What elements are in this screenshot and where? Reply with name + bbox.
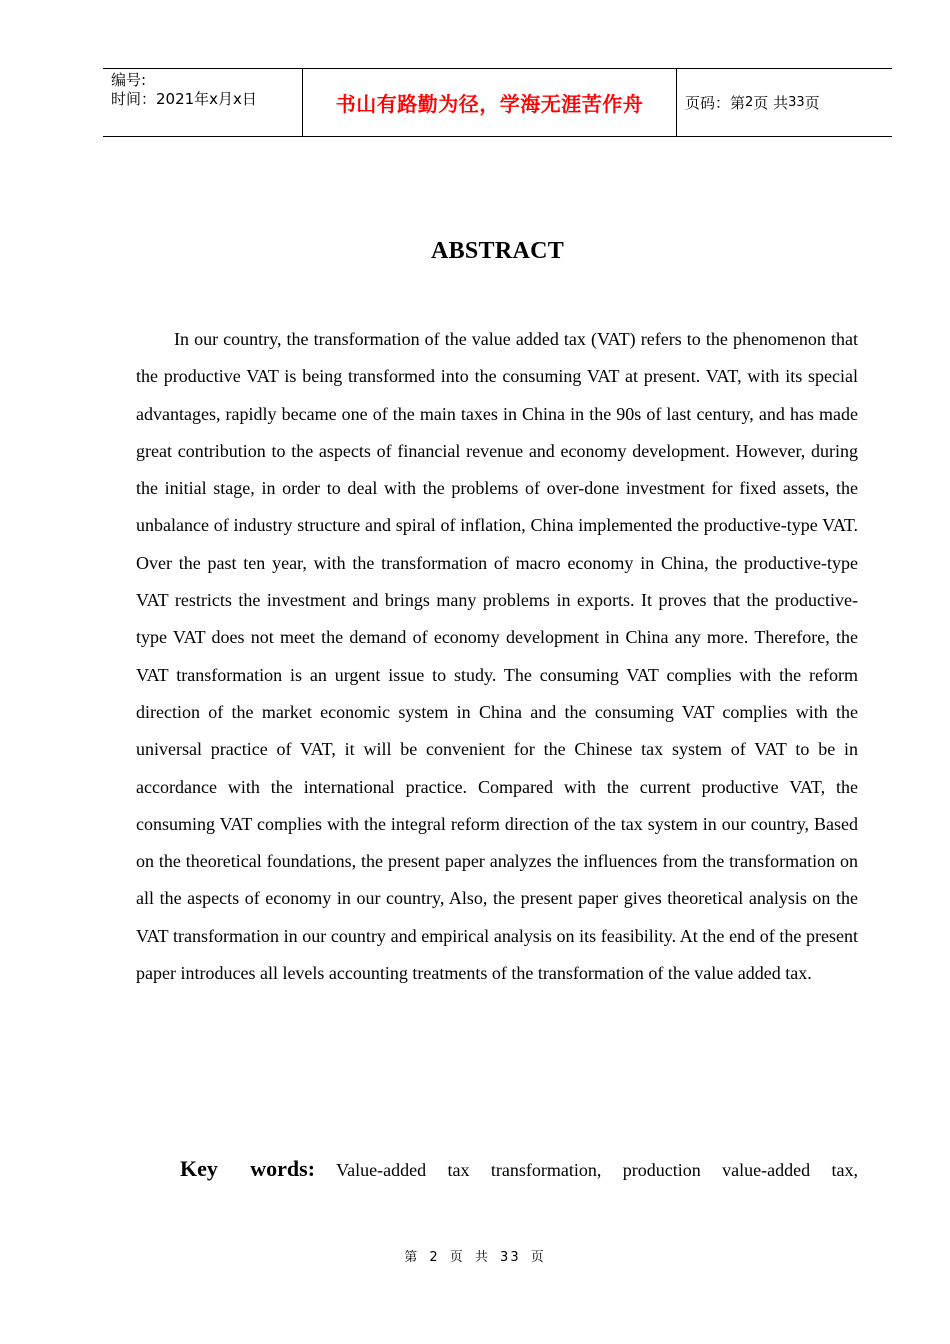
keywords-text: Value-added tax transformation, production value-added tax, xyxy=(336,1160,858,1180)
abstract-paragraph: In our country, the transformation of the value added tax (VAT) refers to the phenomenon that the productive VAT is being transformed into the consuming VAT at present. VAT, with its special advantages, rapidly became one of the main taxes in China in the 90s of last century, and has made great contribution to the aspects of financial revenue and economy development. However, during the initial stage, in order to deal with the problems of over-done investment for fixed assets, the unbalance of industry structure and spiral of inflation, China implemented the productive-type VAT. Over the past ten year, with the transformation of macro economy in China, the productive-type VAT restricts the investment and brings many problems in exports. It proves that the productive-type VAT does not meet the demand of economy development in China any more. Therefore, the VAT transformation is an urgent issue to study. The consuming VAT complies with the reform direction of the market economic system in China and the consuming VAT complies with the universal practice of VAT, it will be convenient for the Chinese tax system of VAT to be in accordance with the international practice. Compared with the current productive VAT, the consuming VAT complies with the integral reform direction of the tax system in our country, Based on the theoretical foundations, the present paper analyzes the influences from the transformation on all the aspects of economy in our country, Also, the present paper gives theoretical analysis on the VAT transformation in our country and empirical analysis on its feasibility. At the end of the present paper introduces all levels accounting treatments of the transformation of the value added tax. xyxy=(136,329,858,984)
header-page-cell xyxy=(677,69,892,136)
header-motto-cell xyxy=(303,69,677,136)
page-current: 2 xyxy=(745,95,754,110)
keywords-line xyxy=(180,1150,858,1189)
document-header xyxy=(103,68,892,137)
serial-number-label: 编号: xyxy=(111,71,147,89)
header-meta-cell xyxy=(103,69,303,136)
keywords-label: Key words: xyxy=(180,1156,316,1181)
motto-text: 书山有路勤为径，学海无涯苦作舟 xyxy=(335,92,644,116)
page-footer: 第 2 页 共 33 页 xyxy=(404,1250,546,1265)
page-total: 33 xyxy=(788,95,805,110)
page-prefix: 页码：第 xyxy=(685,94,746,112)
page-mid: 页 共 xyxy=(753,94,789,112)
date-label: 时间：2021年x月x日 xyxy=(111,90,257,108)
page-title: ABSTRACT xyxy=(430,238,565,264)
page-suffix: 页 xyxy=(804,94,820,112)
